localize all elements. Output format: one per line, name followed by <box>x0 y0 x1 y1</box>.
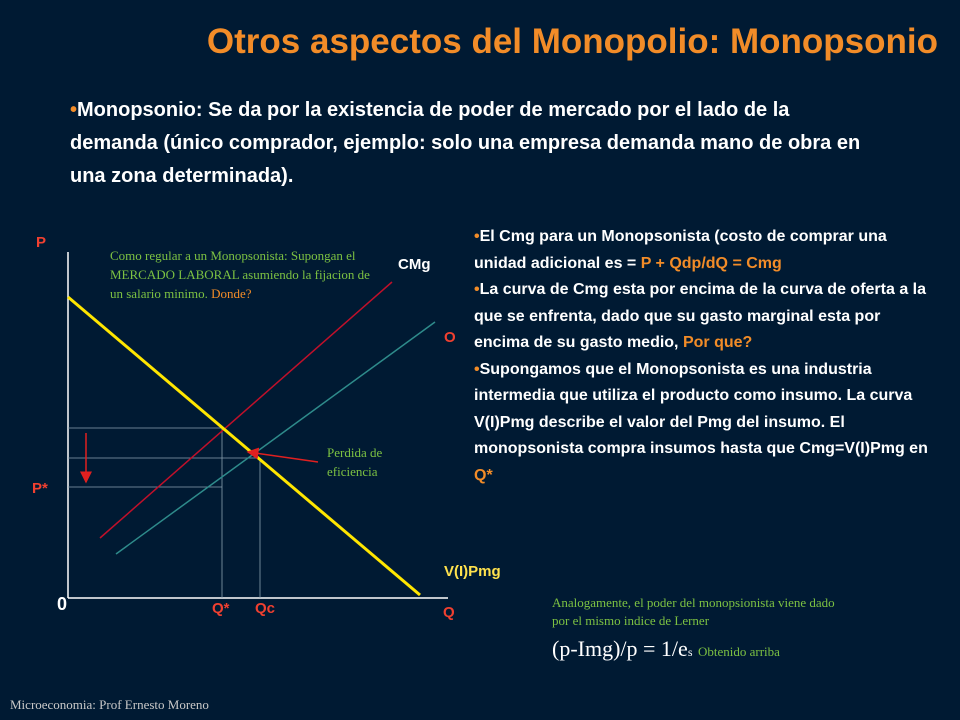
regulation-note-question: Donde? <box>211 286 252 301</box>
bullet-dot: • <box>474 281 480 298</box>
lerner-formula-main: (p-Img)/p = 1/e <box>552 636 688 661</box>
bullet-dot: • <box>474 360 480 378</box>
bullet-curve-question: Por que? <box>682 334 753 351</box>
bullet-industry-qstar: Q* <box>474 466 493 484</box>
label-cmg: CMg <box>398 256 431 273</box>
cmg-formula: P + Qdp/dQ = Cmg <box>640 254 782 272</box>
slide-title: Otros aspectos del Monopolio: Monopsonio <box>206 22 938 61</box>
lerner-note: Analogamente, el poder del monopsionista viene dado por el mismo indice de Lerner <box>552 595 835 628</box>
cmg-curve <box>100 282 392 538</box>
label-p-star: P* <box>32 480 48 497</box>
lerner-formula-note: Obtenido arriba <box>698 644 780 659</box>
bullet-cmg-text: El Cmg para un Monopsonista (costo de comprar una unidad adicional es = <box>474 228 887 272</box>
regulation-note-text: Como regular a un Monopsonista: Supongan el MERCADO LABORAL asumiendo la fijacion de un salario minimo. <box>110 248 370 301</box>
regulation-note <box>110 246 380 303</box>
intro-text: Monopsonio: Se da por la existencia de poder de mercado por el lado de la demanda (único comprador, ejemplo: solo una empresa demanda mano de obra en una zona determinada). <box>70 99 861 187</box>
efficiency-loss-label: Perdida de eficiencia <box>327 445 383 479</box>
bullet-curve-text: La curva de Cmg esta por encima de la curva de oferta a la que se enfrenta, dado que su gasto marginal esta por encima de su gasto medio, <box>474 281 927 351</box>
supply-curve <box>116 322 435 554</box>
lerner-formula <box>552 636 780 662</box>
origin-label: 0 <box>57 594 68 614</box>
bullet-dot: • <box>70 99 78 121</box>
axis-label-p: P <box>36 234 47 251</box>
label-qc: Qc <box>255 600 276 617</box>
label-vpmg: V(I)Pmg <box>444 563 501 580</box>
label-q-star: Q* <box>212 600 230 617</box>
bullet-dot: • <box>474 228 480 245</box>
lerner-formula-subscript: s <box>687 645 693 659</box>
axis-label-q: Q <box>443 604 455 621</box>
label-supply-o: O <box>444 329 456 346</box>
bullet-industry-text: Supongamos que el Monopsonista es una industria intermedia que utiliza el producto como insumo. La curva V(I)Pmg describe el valor del Pmg del insumo. El monopsonista compra insumos hasta que Cmg=V(I)Pmg en <box>474 360 928 457</box>
footer-credit: Microeconomia: Prof Ernesto Moreno <box>10 697 209 712</box>
